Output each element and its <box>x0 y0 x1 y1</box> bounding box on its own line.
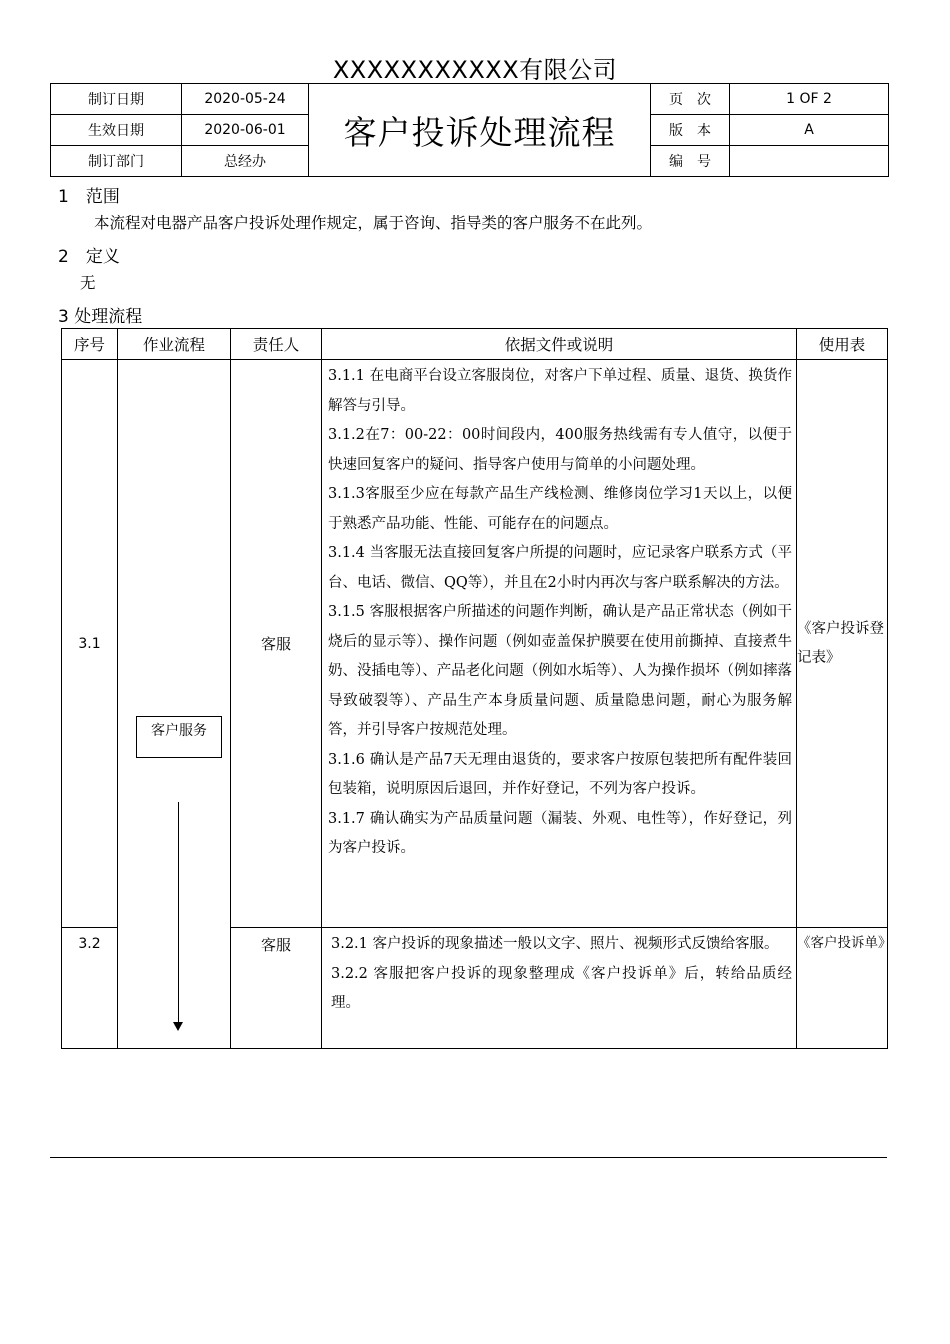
description-cell <box>322 360 797 928</box>
col-header-no: 序号 <box>62 329 118 360</box>
col-header-form: 使用表 <box>797 329 888 360</box>
version-label: 版 本 <box>651 115 730 146</box>
description-cell <box>322 928 797 1049</box>
footer-divider <box>50 1157 887 1158</box>
number-value <box>730 146 889 177</box>
table-row <box>62 360 888 928</box>
created-date-label: 制订日期 <box>51 84 182 115</box>
col-header-responsible: 责任人 <box>231 329 322 360</box>
effective-date-label: 生效日期 <box>51 115 182 146</box>
clause-3-2-2: 3.2.2 客服把客户投诉的现象整理成《客户投诉单》后，转给品质经理。 <box>331 965 792 1011</box>
form-name: 《客户投诉单》 <box>797 928 888 1049</box>
page-label: 页 次 <box>651 84 730 115</box>
arrow-down-icon <box>173 1022 183 1031</box>
process-table <box>61 328 892 1049</box>
col-header-description: 依据文件或说明 <box>322 329 797 360</box>
number-label: 编 号 <box>651 146 730 177</box>
clause-3-1-5: 3.1.5 客服根据客户所描述的问题作判断，确认是产品正常状态（例如干烧后的显示等）、操作问题（例如壶盖保护膜要在使用前撕掉、直接煮牛奶、没插电等）、产品老化问题（例如水垢等）、人为操作损坏（例如摔落导致破裂等）、产品生产本身质量问题、质量隐患问题，耐心为服务解答，并引导客户按规范处理。 <box>328 604 792 738</box>
row-number: 3.2 <box>62 928 118 1049</box>
flow-arrow-line <box>178 802 179 1022</box>
section-2-text: 无 <box>80 274 96 292</box>
doc-header-table <box>50 83 889 177</box>
clause-3-1-7: 3.1.7 确认确实为产品质量问题（漏装、外观、电性等），作好登记，列为客户投诉。 <box>328 810 792 856</box>
responsible: 客服 <box>231 928 322 1049</box>
created-date-value: 2020-05-24 <box>182 84 309 115</box>
flow-box-customer-service: 客户服务 <box>136 716 222 758</box>
company-name: XXXXXXXXXXX有限公司 <box>332 56 618 84</box>
clause-3-1-2: 3.1.2在7：00-22：00时间段内，400服务热线需有专人值守，以便于快速回复客户的疑问、指导客户使用与简单的小问题处理。 <box>328 427 792 473</box>
col-header-flow: 作业流程 <box>118 329 231 360</box>
dept-label: 制订部门 <box>51 146 182 177</box>
section-1-text: 本流程对电器产品客户投诉处理作规定，属于咨询、指导类的客户服务不在此列。 <box>94 214 653 232</box>
section-2-heading: 2 定义 <box>58 247 120 267</box>
flow-chart-cell <box>118 360 231 1049</box>
clause-3-1-1: 3.1.1 在电商平台设立客服岗位，对客户下单过程、质量、退货、换货作解答与引导。 <box>328 368 792 414</box>
doc-title: 客户投诉处理流程 <box>309 84 651 177</box>
form-name: 《客户投诉登记表》 <box>797 360 888 928</box>
page-value: 1 OF 2 <box>730 84 889 115</box>
clause-3-2-1: 3.2.1 客户投诉的现象描述一般以文字、照片、视频形式反馈给客服。 <box>331 936 779 952</box>
dept-value: 总经办 <box>182 146 309 177</box>
responsible: 客服 <box>231 360 322 928</box>
version-value: A <box>730 115 889 146</box>
row-number: 3.1 <box>62 360 118 928</box>
effective-date-value: 2020-06-01 <box>182 115 309 146</box>
clause-3-1-4: 3.1.4 当客服无法直接回复客户所提的问题时，应记录客户联系方式（平台、电话、微信、QQ等），并且在2小时内再次与客户联系解决的方法。 <box>328 545 792 591</box>
clause-3-1-3: 3.1.3客服至少应在每款产品生产线检测、维修岗位学习1天以上，以便于熟悉产品功能、性能、可能存在的问题点。 <box>328 486 792 532</box>
clause-3-1-6: 3.1.6 确认是产品7天无理由退货的，要求客户按原包装把所有配件装回包装箱，说明原因后退回，并作好登记，不列为客户投诉。 <box>328 751 792 797</box>
section-3-heading: 3 处理流程 <box>58 307 143 327</box>
section-1-heading: 1 范围 <box>58 187 120 207</box>
